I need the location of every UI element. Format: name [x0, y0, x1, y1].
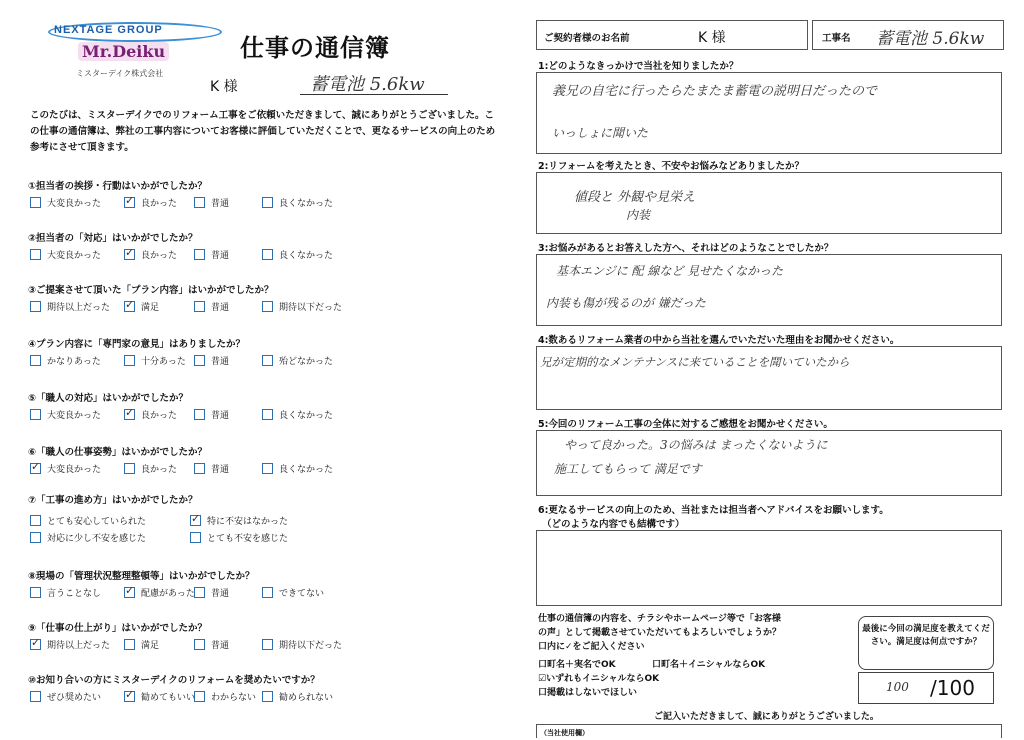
question-option[interactable] [262, 248, 333, 261]
checkbox[interactable] [124, 639, 135, 650]
q1-answer-line1: 義兄の自宅に行ったらたまたま蓄電の説明日だったので [552, 84, 878, 99]
q2-answer-line1: 値段と 外観や見栄え [574, 190, 696, 205]
option-label: 大変良かった [47, 199, 102, 209]
pub-option-1[interactable]: 口町名＋イニシャルならOK [652, 660, 766, 670]
option-label: 普通 [211, 465, 230, 475]
option-label: 満足 [141, 303, 160, 313]
question-option[interactable] [194, 690, 256, 703]
option-label: 普通 [211, 411, 230, 421]
q7-option-0[interactable] [30, 514, 146, 527]
question-option[interactable] [124, 248, 177, 261]
customer-name-label: ご契約者様のお名前 [544, 33, 630, 44]
question-option[interactable] [124, 690, 195, 703]
question-option[interactable] [262, 196, 333, 209]
option-label: 大変良かった [47, 411, 102, 421]
option-label: 普通 [211, 251, 230, 261]
option-label: 十分あった [141, 357, 186, 367]
question-option[interactable] [194, 638, 229, 651]
option-label: 良くなかった [279, 251, 334, 261]
office-use-box [536, 724, 1002, 738]
question-option[interactable] [30, 408, 101, 421]
q5-label: 5:今回のリフォーム工事の全体に対するご感想をお聞かせください。 [538, 419, 833, 430]
checkbox[interactable] [30, 409, 41, 420]
question-label: ⑧現場の「管理状況整理整頓等」はいかがでしたか？ [28, 571, 255, 582]
question-label: ⑤「職人の対応」はいかがでしたか？ [28, 393, 189, 404]
question-option[interactable] [30, 638, 110, 651]
option-label: 言うことなし [47, 589, 102, 599]
option-label: かなりあった [47, 357, 101, 367]
brand-company: ミスターデイク株式会社 [76, 69, 164, 78]
checkbox[interactable] [262, 691, 273, 702]
question-option[interactable] [262, 690, 333, 703]
pub-option-0[interactable]: 口町名＋実名でOK [538, 660, 616, 670]
option-label: 期待以下だった [279, 303, 343, 313]
question-option[interactable] [124, 408, 177, 421]
checkbox[interactable] [194, 355, 205, 366]
checkbox[interactable] [194, 639, 205, 650]
q5-answer-line1: やって良かった。3の悩みは まったくないように [564, 438, 828, 452]
question-7-label: ⑦「工事の進め方」はいかがでしたか？ [28, 495, 198, 506]
option-label: 配慮があった [141, 589, 195, 599]
option-label: 良かった [141, 411, 178, 421]
question-option[interactable] [30, 462, 101, 475]
q3-label: 3:お悩みがあるとお答えした方へ、それはどのようなことでしたか？ [538, 243, 834, 254]
customer-name-value: K 様 [698, 30, 726, 46]
page-title: 仕事の通信簿 [240, 34, 390, 62]
question-option[interactable] [124, 354, 186, 367]
checkbox-checked[interactable] [124, 587, 135, 598]
pub-option-3[interactable]: 口掲載はしないでほしい [538, 688, 638, 698]
option-label: わからない [211, 693, 257, 703]
option-label: 特に不安はなかった [207, 517, 289, 527]
checkbox[interactable] [262, 587, 273, 598]
project-name-handwritten: 蓄電池 5.6kw [876, 29, 985, 49]
question-option[interactable] [30, 690, 101, 703]
option-label: 普通 [211, 199, 230, 209]
checkbox[interactable] [30, 197, 41, 208]
question-option[interactable] [30, 300, 110, 313]
question-option[interactable] [194, 248, 229, 261]
option-label: 良かった [141, 199, 178, 209]
checkbox[interactable] [194, 301, 205, 312]
checkbox[interactable] [262, 639, 273, 650]
checkbox[interactable] [30, 532, 41, 543]
project-underline [300, 94, 448, 95]
checkbox-checked[interactable] [30, 639, 41, 650]
option-label: とても安心していられた [47, 517, 147, 527]
q7-option-1[interactable] [190, 514, 288, 527]
option-label: ぜひ奨めたい [47, 693, 102, 703]
question-option[interactable] [194, 196, 229, 209]
office-use-label: （当社使用欄） [540, 729, 589, 737]
option-label: 期待以上だった [47, 303, 111, 313]
checkbox-checked[interactable] [124, 197, 135, 208]
project-handwritten: 蓄電池 5.6kw [310, 74, 425, 95]
option-label: 良かった [141, 251, 178, 261]
score-max: /100 [930, 676, 975, 700]
checkbox[interactable] [30, 249, 41, 260]
option-label: 殆どなかった [279, 357, 334, 367]
satisfaction-box [858, 616, 994, 670]
checkbox-checked[interactable] [124, 301, 135, 312]
checkbox[interactable] [262, 355, 273, 366]
checkbox[interactable] [30, 355, 41, 366]
q2-answer-line2: 内装 [626, 208, 651, 222]
option-label: 勧めてもいい [141, 693, 196, 703]
question-option[interactable] [194, 300, 229, 313]
option-label: 良くなかった [279, 465, 334, 475]
option-label: 期待以下だった [279, 641, 343, 651]
option-label: 良くなかった [279, 411, 334, 421]
question-option[interactable] [30, 586, 101, 599]
question-label: ④プラン内容に「専門家の意見」はありましたか？ [28, 339, 246, 350]
question-option[interactable] [124, 586, 195, 599]
question-option[interactable] [30, 354, 101, 367]
question-option[interactable] [124, 638, 159, 651]
q6-answer-box[interactable] [536, 530, 1002, 606]
question-label: ②担当者の「対応」はいかがでしたか？ [28, 233, 198, 244]
option-label: 大変良かった [47, 465, 102, 475]
q5-answer-line2: 施工してもらって 満足です [554, 462, 702, 476]
option-label: できてない [279, 589, 325, 599]
option-label: 勧められない [279, 693, 334, 703]
pub-option-2[interactable]: ☑いずれもイニシャルならOK [538, 674, 660, 684]
question-option[interactable] [194, 408, 229, 421]
option-label: 普通 [211, 641, 230, 651]
project-name-label: 工事名 [822, 33, 851, 44]
score-handwritten: 100 [886, 680, 909, 694]
question-option[interactable] [194, 462, 229, 475]
publication-consent-text: 仕事の通信簿の内容を、チラシやホームページ等で「お客様の声」として掲載させていただいてもよろしいでしょうか？ 口内に✓をご記入ください [538, 614, 782, 652]
question-option[interactable] [194, 354, 229, 367]
question-label: ⑥「職人の仕事姿勢」はいかがでしたか？ [28, 447, 208, 458]
checkbox[interactable] [124, 355, 135, 366]
checkbox[interactable] [30, 515, 41, 526]
q1-answer-line2: いっしょに聞いた [552, 126, 649, 140]
checkbox-checked[interactable] [30, 463, 41, 474]
checkbox[interactable] [194, 587, 205, 598]
checkbox[interactable] [30, 691, 41, 702]
question-option[interactable] [262, 300, 342, 313]
checkbox[interactable] [190, 532, 201, 543]
question-option[interactable] [262, 638, 342, 651]
checkbox[interactable] [30, 587, 41, 598]
checkbox-checked[interactable] [124, 691, 135, 702]
question-option[interactable] [262, 354, 333, 367]
checkbox-checked[interactable] [124, 409, 135, 420]
checkbox[interactable] [262, 249, 273, 260]
option-label: 対応に少し不安を感じた [47, 534, 147, 544]
brand-logo: Mr.Deiku [78, 42, 169, 61]
q6-sublabel: （どのような内容でも結構です） [542, 519, 685, 530]
checkbox[interactable] [262, 197, 273, 208]
checkbox[interactable] [262, 409, 273, 420]
q6-label: 6:更なるサービスの向上のため、当社または担当者へアドバイスをお願いします。 [538, 505, 889, 516]
option-label: とても不安を感じた [207, 534, 289, 544]
q7-option-2[interactable] [30, 531, 146, 544]
question-label: ③ご提案させて頂いた「プラン内容」はいかがでしたか？ [28, 285, 274, 296]
q2-label: 2:リフォームを考えたとき、不安やお悩みなどありましたか？ [538, 161, 805, 172]
q3-answer-line2: 内装も傷が残るのが 嫌だった [546, 296, 706, 310]
option-label: 満足 [141, 641, 160, 651]
thanks-text: ご記入いただきまして、誠にありがとうございました。 [654, 712, 879, 722]
question-option[interactable] [124, 462, 177, 475]
checkbox-checked[interactable] [190, 515, 201, 526]
q3-answer-line1: 基本エンジに 配 線など 見せたくなかった [556, 264, 784, 278]
option-label: 普通 [211, 357, 230, 367]
checkbox[interactable] [262, 463, 273, 474]
option-label: 良くなかった [279, 199, 334, 209]
question-option[interactable] [124, 196, 177, 209]
option-label: 普通 [211, 589, 230, 599]
customer-name: K 様 [210, 79, 238, 95]
checkbox[interactable] [30, 301, 41, 312]
checkbox[interactable] [194, 249, 205, 260]
checkbox-checked[interactable] [124, 249, 135, 260]
question-option[interactable] [262, 408, 333, 421]
question-option[interactable] [194, 586, 229, 599]
checkbox[interactable] [194, 691, 205, 702]
question-label: ⑨「仕事の仕上がり」はいかがでしたか？ [28, 623, 208, 634]
intro-text: このたびは、ミスターデイクでのリフォーム工事をご依頼いただきまして、誠にありがとうございました。この仕事の通信簿は、弊社の工事内容についてお客様に評価していただくことで、更なるサービスの向上のため参考にさせて頂きます。 [30, 110, 496, 153]
brand-top: NEXTAGE GROUP [54, 24, 163, 36]
option-label: 良かった [141, 465, 178, 475]
satisfaction-text: 最後に今回の満足度を教えてください。満足度は何点ですか？ [862, 624, 990, 647]
q7-option-3[interactable] [190, 531, 288, 544]
question-option[interactable] [262, 462, 333, 475]
checkbox[interactable] [194, 197, 205, 208]
question-option[interactable] [124, 300, 159, 313]
checkbox[interactable] [194, 463, 205, 474]
checkbox[interactable] [262, 301, 273, 312]
question-option[interactable] [30, 196, 101, 209]
checkbox[interactable] [124, 463, 135, 474]
question-option[interactable] [262, 586, 324, 599]
checkbox[interactable] [194, 409, 205, 420]
option-label: 普通 [211, 303, 230, 313]
option-label: 大変良かった [47, 251, 102, 261]
q4-answer-line1: 兄が定期的なメンテナンスに来ていることを聞いていたから [540, 355, 850, 369]
option-label: 期待以上だった [47, 641, 111, 651]
question-label: ⑩お知り合いの方にミスターデイクのリフォームを奨めたいですか？ [28, 675, 320, 686]
q4-label: 4:数あるリフォーム業者の中から当社を選んでいただいた理由をお聞かせください。 [538, 335, 900, 346]
question-label: ①担当者の挨拶・行動はいかがでしたか？ [28, 181, 208, 192]
q1-label: 1:どのようなきっかけで当社を知りましたか？ [538, 61, 739, 72]
question-option[interactable] [30, 248, 101, 261]
